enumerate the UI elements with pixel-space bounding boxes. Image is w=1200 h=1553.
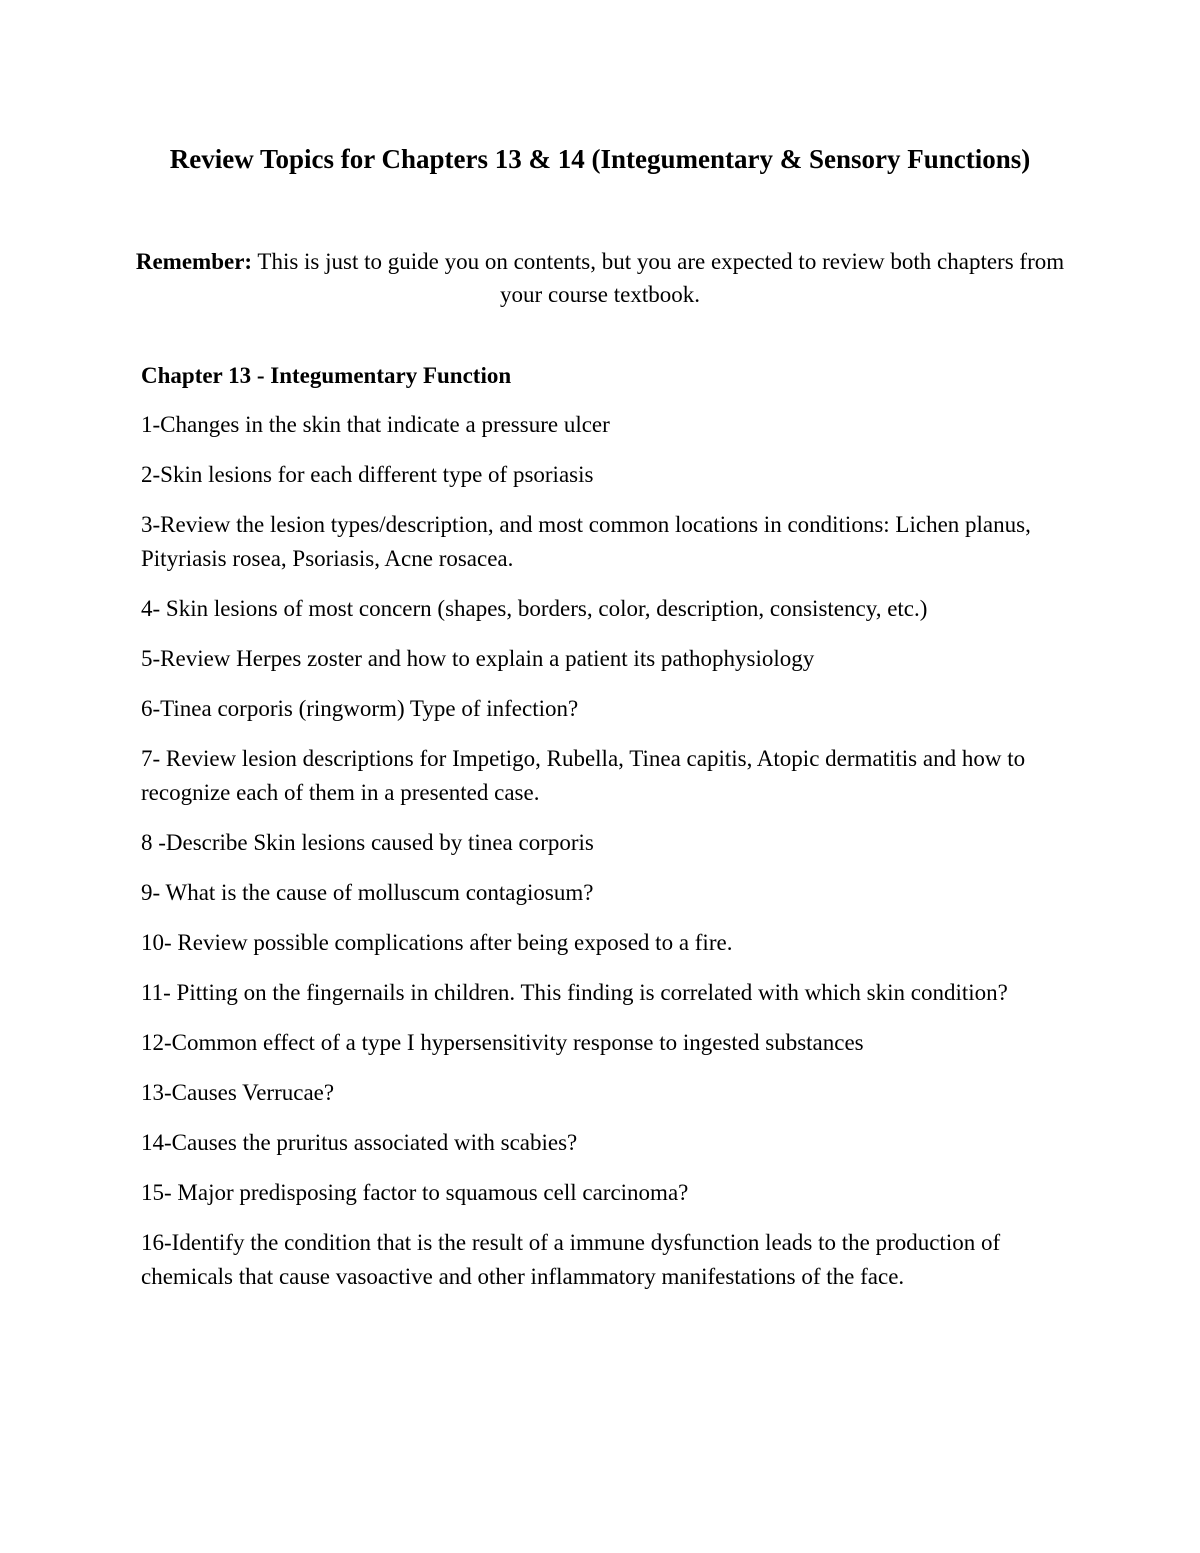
topic-item: 16-Identify the condition that is the result of a immune dysfunction leads to the production of chemicals that cause vasoactive and other inflammatory manifestations of the face. [141, 1230, 1001, 1289]
topic-item: 7- Review lesion descriptions for Impetigo, Rubella, Tinea capitis, Atopic dermatitis and how to recognize each of them in a presented case. [141, 746, 1026, 805]
topic-item: 9- What is the cause of molluscum contagiosum? [141, 880, 594, 905]
topic-item: 14-Causes the pruritus associated with scabies? [141, 1130, 578, 1155]
topic-item: 13-Causes Verrucae? [141, 1080, 335, 1105]
topic-item: 6-Tinea corporis (ringworm) Type of infection? [141, 696, 579, 721]
topic-item: 11- Pitting on the fingernails in children. This finding is correlated with which skin condition? [141, 980, 1008, 1005]
topic-item: 10- Review possible complications after being exposed to a fire. [141, 930, 733, 955]
topic-item: 2-Skin lesions for each different type of psoriasis [141, 462, 594, 487]
topic-item: 8 -Describe Skin lesions caused by tinea corporis [141, 830, 594, 855]
topic-item: 1-Changes in the skin that indicate a pressure ulcer [141, 412, 610, 437]
topic-item: 3-Review the lesion types/description, and most common locations in conditions: Lichen planus, Pityriasis rosea, Psoriasis, Acne rosacea. [141, 512, 1031, 571]
topic-list [141, 408, 1071, 1310]
topic-item: 12-Common effect of a type I hypersensitivity response to ingested substances [141, 1030, 864, 1055]
topic-item: 4- Skin lesions of most concern (shapes, borders, color, description, consistency, etc.) [141, 596, 928, 621]
remember-note [120, 245, 1080, 311]
topic-item: 15- Major predisposing factor to squamous cell carcinoma? [141, 1180, 689, 1205]
document-title: Review Topics for Chapters 13 & 14 (Integumentary & Sensory Functions) [169, 144, 1031, 174]
remember-text: This is just to guide you on contents, but you are expected to review both chapters from your course textbook. [252, 249, 1065, 307]
topic-item: 5-Review Herpes zoster and how to explain a patient its pathophysiology [141, 646, 815, 671]
remember-label: Remember: [135, 249, 253, 274]
chapter-heading: Chapter 13 - Integumentary Function [141, 363, 512, 388]
